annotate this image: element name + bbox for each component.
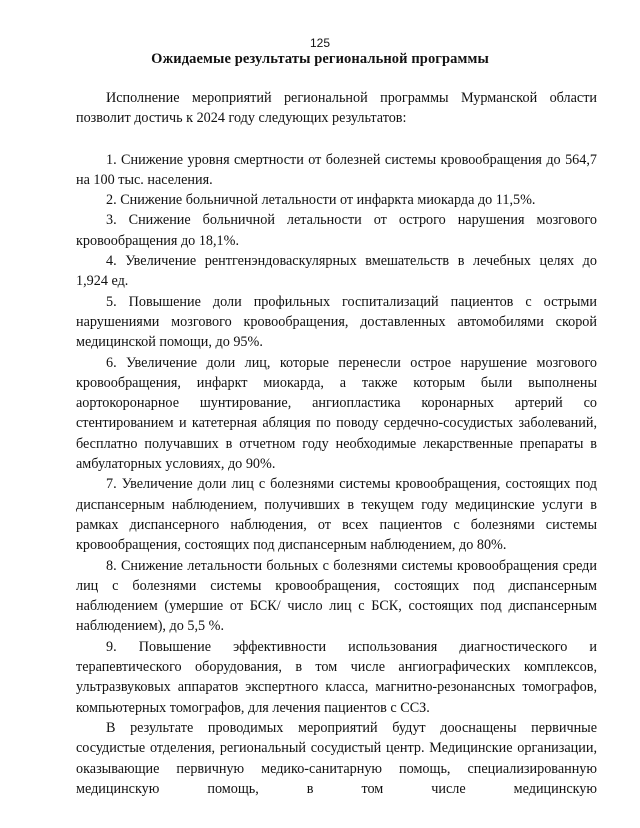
result-item-2: 2. Снижение больничной летальности от инфаркта миокарда до 11,5%. [106, 192, 536, 209]
result-item-6: 6. Увеличение доли лиц, которые перенесли острое нарушение мозгового кровообращения, инфаркт миокарда, а также которым были выполнены аортокоронарное шунтирование, ангиопластика коронарных артерий со стентированием и катетерная абляция по поводу сердечно-сосудистых заболеваний, бесплатно получавших в отчетном году необходимые лекарственные препараты в амбулаторных условиях, до 90%. [76, 354, 597, 473]
closing-paragraph: В результате проводимых мероприятий будут дооснащены первичные сосудистые отделения, региональный сосудистый центр. Медицинские организации, оказывающие первичную медико-санитарную помощь, специализированную медицинскую помощь, в том числе медицинскую [76, 719, 597, 797]
page-number: 125 [309, 36, 331, 50]
result-item-5: 5. Повышение доли профильных госпитализаций пациентов с острыми нарушениями мозгового кровообращения, доставленных автомобилями скорой медицинской помощи, до 95%. [76, 293, 597, 351]
result-item-8: 8. Снижение летальности больных с болезнями системы кровообращения среди лиц с болезнями системы кровообращения, состоящих под диспансерным наблюдением (умершие от БСК/ число лиц с БСК, состоящих под диспансерным наблюдением), до 5,5 %. [76, 557, 597, 635]
result-item-9: 9. Повышение эффективности использования диагностического и терапевтического оборудования, в том числе ангиографических комплексов, ультразвуковых аппаратов экспертного класса, магнитно-резонансных томографов, компьютерных томографов, для лечения пациентов с ССЗ. [76, 638, 597, 716]
result-item-1: 1. Снижение уровня смертности от болезней системы кровообращения до 564,7 на 100 тыс. населения. [76, 151, 597, 188]
result-item-3: 3. Снижение больничной летальности от острого нарушения мозгового кровообращения до 18,1%. [76, 212, 597, 249]
section-title: Ожидаемые результаты региональной программы [151, 51, 489, 67]
result-item-7: 7. Увеличение доли лиц с болезнями системы кровообращения, состоящих под диспансерным наблюдением, получивших в текущем году медицинские услуги в рамках диспансерного наблюдения, от всех пациентов с болезнями системы кровообращения, состоящих под диспансерным наблюдением, до 80%. [76, 476, 597, 554]
intro-paragraph: Исполнение мероприятий региональной программы Мурманской области позволит достичь к 2024 году следующих результатов: [76, 90, 597, 127]
result-item-4: 4. Увеличение рентгенэндоваскулярных вмешательств в лечебных целях до 1,924 ед. [76, 253, 597, 290]
body-text [76, 88, 597, 799]
